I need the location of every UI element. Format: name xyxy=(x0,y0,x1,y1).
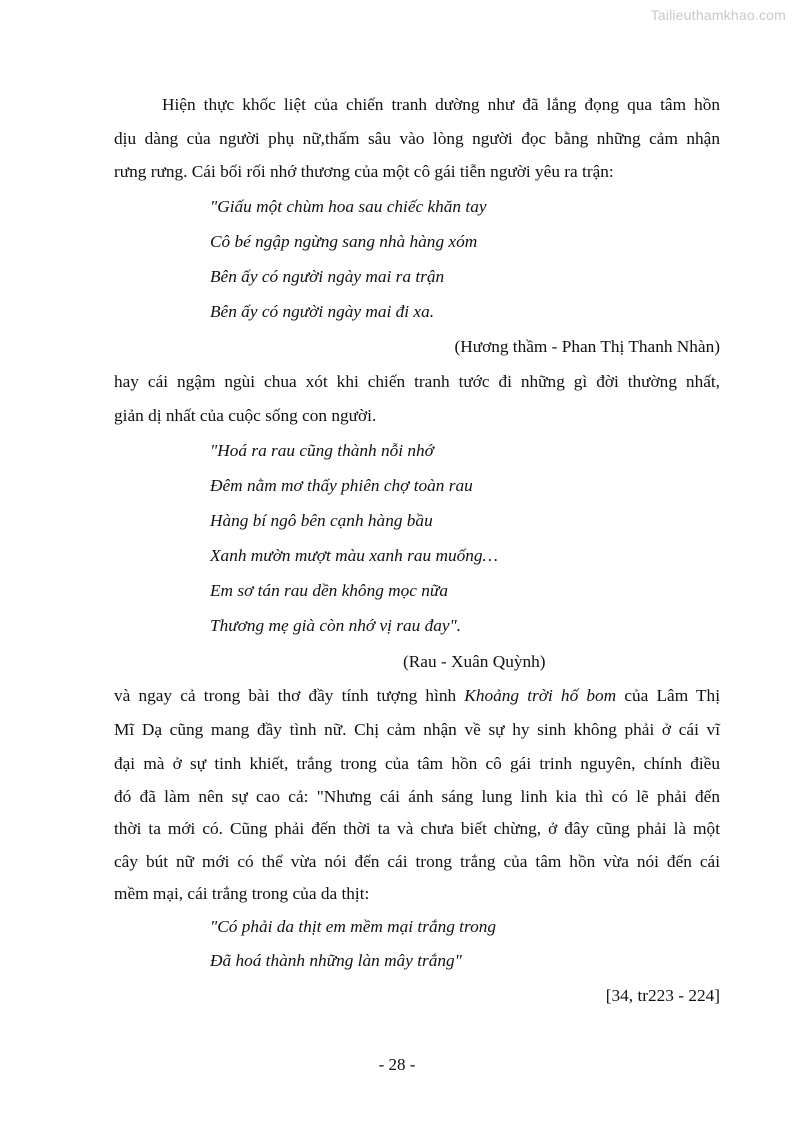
verse-line: Bên ấy có người ngày mai ra trận xyxy=(210,267,445,286)
verse-line: Đêm nằm mơ thấy phiên chợ toàn rau xyxy=(210,476,473,495)
verse-line: "Có phải da thịt em mềm mại trắng trong xyxy=(210,917,496,936)
paragraph-line: hay cái ngậm ngùi chua xót khi chiến tranh tước đi những gì đời thường nhất, xyxy=(114,372,720,391)
poem-source: (Rau - Xuân Quỳnh) xyxy=(403,652,546,671)
verse-line: Bên ấy có người ngày mai đi xa. xyxy=(210,302,435,321)
paragraph-line: đại mà ở sự tinh khiết, trắng trong của tâm hồn cô gái trinh nguyên, chính điều xyxy=(114,754,720,773)
paragraph-line: đó đã làm nên sự cao cả: "Nhưng cái ánh sáng lung linh kia thì có lẽ phải đến xyxy=(114,787,720,806)
text-run: và ngay cả trong bài thơ đầy tính tượng hình xyxy=(114,686,465,705)
text-run: của Lâm Thị xyxy=(616,686,720,705)
poem-title: Khoảng trời hố bom xyxy=(464,686,617,705)
paragraph-line: Hiện thực khốc liệt của chiến tranh dường như đã lắng đọng qua tâm hồn xyxy=(162,95,720,114)
verse-line: "Giấu một chùm hoa sau chiếc khăn tay xyxy=(210,197,487,216)
page-number: - 28 - xyxy=(378,1055,416,1074)
paragraph-line: dịu dàng của người phụ nữ,thấm sâu vào lòng người đọc bằng những cảm nhận xyxy=(114,129,720,148)
citation: [34, tr223 - 224] xyxy=(605,986,720,1005)
paragraph-line xyxy=(114,686,720,706)
paragraph-line: rưng rưng. Cái bối rối nhớ thương của một cô gái tiễn người yêu ra trận: xyxy=(114,162,614,181)
watermark: Tailieuthamkhao.com xyxy=(650,7,786,23)
paragraph-line: cây bút nữ mới có thể vừa nói đến cái trong trắng của tâm hồn vừa nói đến cái xyxy=(114,852,720,871)
paragraph-line: Mĩ Dạ cũng mang đầy tình nữ. Chị cảm nhận về sự hy sinh không phải ở cái vĩ xyxy=(114,720,720,739)
verse-line: Hàng bí ngô bên cạnh hàng bầu xyxy=(210,511,433,530)
verse-line: Thương mẹ già còn nhớ vị rau đay". xyxy=(210,616,462,635)
verse-line: Đã hoá thành những làn mây trắng" xyxy=(210,951,462,970)
paragraph-line: thời ta mới có. Cũng phải đến thời ta và chưa biết chừng, ở đây cũng phải là một xyxy=(114,819,720,838)
paragraph-line: giản dị nhất của cuộc sống con người. xyxy=(114,406,377,425)
verse-line: Em sơ tán rau dền không mọc nữa xyxy=(210,581,448,600)
verse-line: Xanh mườn mượt màu xanh rau muống… xyxy=(210,546,498,565)
verse-line: "Hoá ra rau cũng thành nỗi nhớ xyxy=(210,441,434,460)
poem-source: (Hương thầm - Phan Thị Thanh Nhàn) xyxy=(454,337,720,356)
paragraph-line: mềm mại, cái trắng trong của da thịt: xyxy=(114,884,370,903)
verse-line: Cô bé ngập ngừng sang nhà hàng xóm xyxy=(210,232,478,251)
